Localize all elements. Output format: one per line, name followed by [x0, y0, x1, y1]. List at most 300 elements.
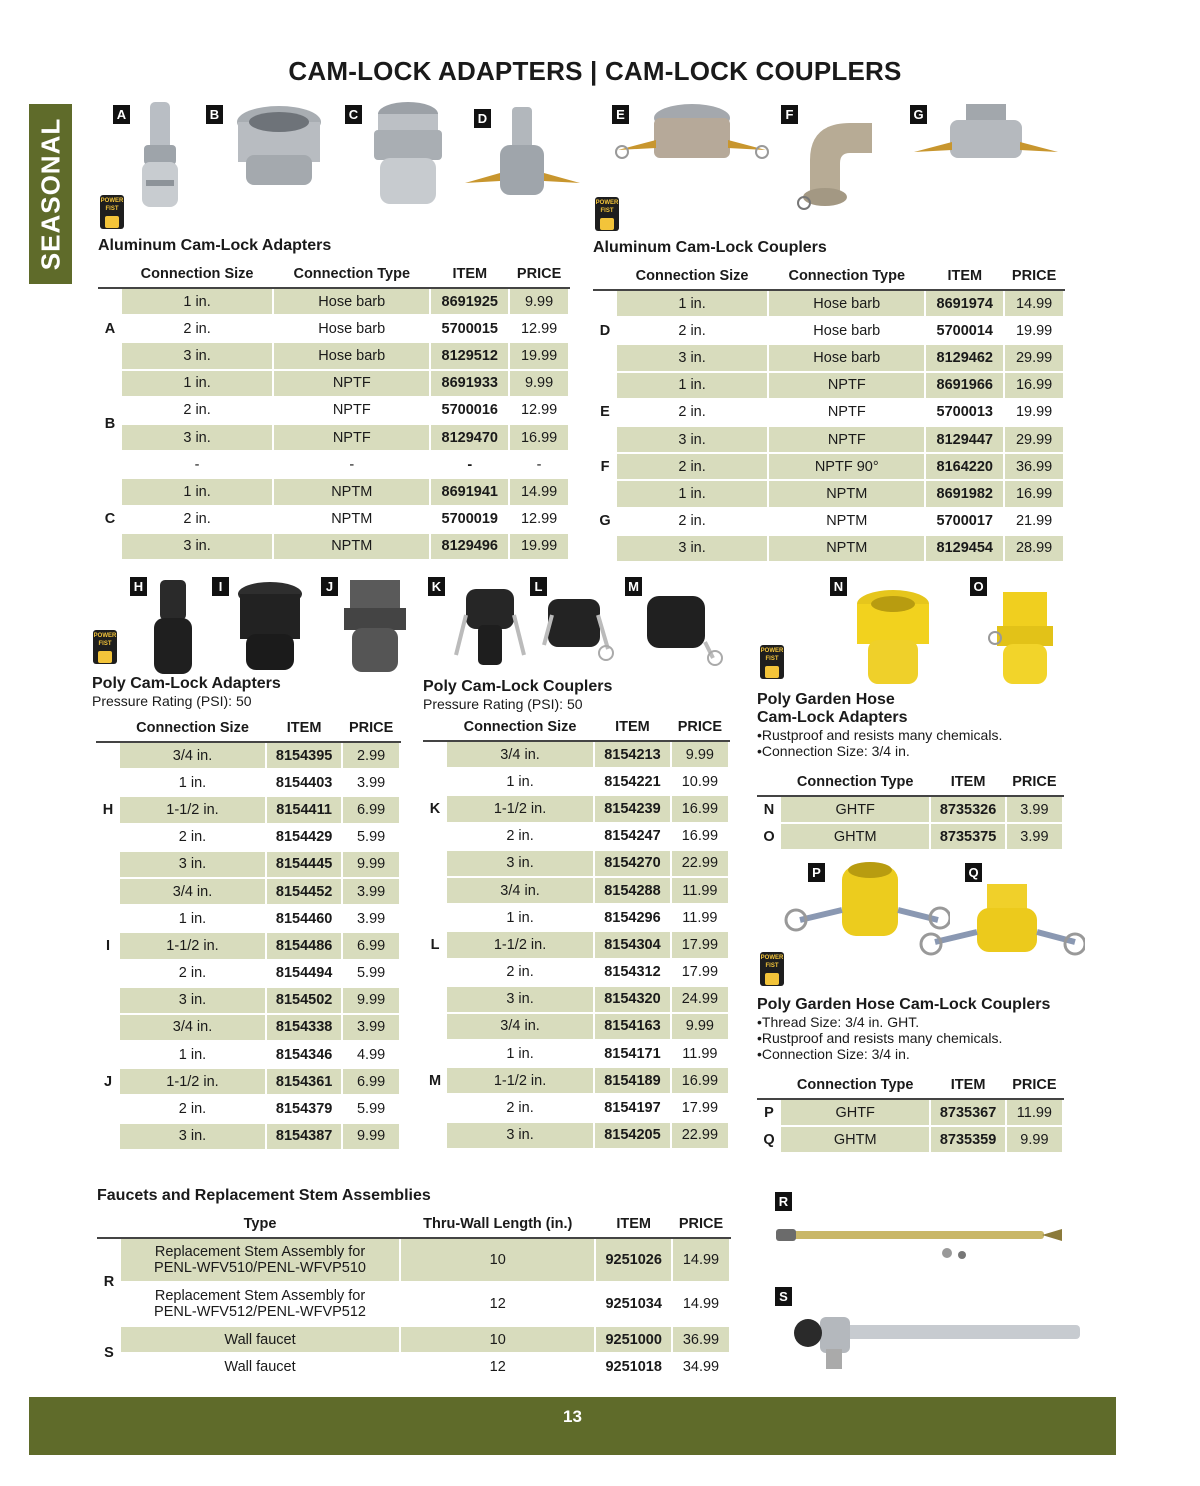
cell-price: 5.99 — [342, 824, 400, 851]
cell-type: NPTM — [273, 506, 430, 533]
cell-type — [120, 1238, 400, 1282]
image-label-r: R — [775, 1192, 792, 1211]
table-row — [594, 290, 1064, 317]
table-row — [424, 741, 729, 768]
table-row — [97, 1123, 400, 1150]
cell-size: 1 in. — [121, 288, 273, 315]
aluminum-coupler-d-image — [460, 105, 585, 205]
cell-size: 1 in. — [119, 769, 266, 796]
cell-price: 9.99 — [1006, 1126, 1063, 1153]
cell-price: 16.99 — [671, 795, 729, 822]
cell-item: 9251026 — [595, 1238, 672, 1282]
poly-adapter-j-image — [340, 578, 410, 678]
cell-size: 1 in. — [121, 478, 273, 505]
poly-coupler-m-image — [635, 592, 725, 667]
cell-item: 8129496 — [430, 533, 509, 560]
group-label: C — [99, 478, 121, 560]
table-row — [594, 399, 1064, 426]
cell-item: 8154445 — [266, 851, 342, 878]
table-row — [758, 823, 1063, 850]
table-row — [98, 1282, 730, 1326]
faucets-table — [97, 1211, 731, 1381]
type-line: PENL-WFV510/PENL-WFVP510 — [154, 1260, 366, 1276]
cell-price: 14.99 — [1004, 290, 1064, 317]
poly-adapter-h-image — [148, 578, 198, 678]
cell-price: 11.99 — [671, 877, 729, 904]
poly-adapters-table — [96, 715, 401, 1151]
cell-item: 8691933 — [430, 370, 509, 397]
type-line: Replacement Stem Assembly for — [154, 1244, 366, 1260]
cell-price: 24.99 — [671, 986, 729, 1013]
cell-len: 12 — [400, 1282, 595, 1326]
table-row — [98, 1326, 730, 1353]
section-title: Poly Garden Hose Cam-Lock Couplers — [757, 996, 1051, 1013]
table-row — [594, 535, 1064, 562]
cell-price: 3.99 — [1006, 796, 1063, 823]
table-row — [97, 878, 400, 905]
cell-size: 2 in. — [446, 959, 594, 986]
cell-item: 8129512 — [430, 342, 509, 369]
group-label: M — [424, 1013, 446, 1149]
group-label: H — [97, 742, 119, 878]
table-row — [99, 342, 569, 369]
bullet: •Rustproof and resists many chemicals. — [757, 1030, 1003, 1046]
table-row — [97, 1014, 400, 1041]
group-label: A — [99, 288, 121, 370]
group-label: K — [424, 741, 446, 877]
table-row — [99, 424, 569, 451]
cell-item: 8735359 — [930, 1126, 1005, 1153]
cell-type: Hose barb — [273, 288, 430, 315]
table-row — [99, 397, 569, 424]
cell-item: 8154312 — [594, 959, 671, 986]
cell-size: 1 in. — [446, 768, 594, 795]
type-line: Wall faucet — [224, 1331, 296, 1348]
poly-couplers-table — [423, 714, 730, 1150]
cell-type: Hose barb — [273, 315, 430, 342]
section-title: Aluminum Cam-Lock Adapters — [98, 237, 332, 254]
table-row — [99, 533, 569, 560]
image-label-a: A — [113, 105, 130, 124]
cell-item: 8154452 — [266, 878, 342, 905]
stem-assembly-r-image — [772, 1215, 1067, 1265]
cell-type: NPTM — [273, 478, 430, 505]
type-line: Wall faucet — [224, 1358, 296, 1375]
cell-item: 8154288 — [594, 877, 671, 904]
cell-item: 8129462 — [925, 344, 1004, 371]
cell-price: 11.99 — [671, 904, 729, 931]
cell-price: 22.99 — [671, 1122, 729, 1149]
table-row — [424, 1040, 729, 1067]
image-label-e: E — [612, 105, 629, 124]
cell-price: 19.99 — [509, 342, 569, 369]
aluminum-adapters-section — [98, 237, 570, 561]
cell-item: 8154502 — [266, 987, 342, 1014]
cell-size: 3/4 in. — [446, 877, 594, 904]
cell-item: - — [430, 451, 509, 478]
cell-price: - — [509, 451, 569, 478]
column-header: PRICE — [672, 1211, 730, 1238]
cell-item: 8154494 — [266, 960, 342, 987]
column-header: Connection Type — [780, 1072, 930, 1099]
section-title: Aluminum Cam-Lock Couplers — [593, 239, 827, 256]
cell-price: 16.99 — [671, 823, 729, 850]
column-header: ITEM — [595, 1211, 672, 1238]
cell-len: 12 — [400, 1353, 595, 1380]
column-header: Connection Type — [768, 263, 925, 290]
image-label-h: H — [130, 577, 147, 596]
cell-type: GHTM — [780, 823, 930, 850]
image-label-d: D — [474, 109, 491, 128]
cell-size: 2 in. — [121, 397, 273, 424]
section-title: Cam-Lock Adapters — [757, 709, 908, 726]
cell-item: 8154221 — [594, 768, 671, 795]
table-row — [97, 960, 400, 987]
page-number: 13 — [563, 1407, 582, 1426]
column-header: ITEM — [430, 261, 509, 288]
table-row — [99, 478, 569, 505]
image-label-o: O — [970, 577, 987, 596]
table-row — [594, 508, 1064, 535]
table-row — [424, 795, 729, 822]
image-label-c: C — [345, 105, 362, 124]
cell-item: 8154338 — [266, 1014, 342, 1041]
image-label-q: Q — [965, 863, 982, 882]
garden-adapters-section — [757, 691, 1064, 851]
cell-item: 8154320 — [594, 986, 671, 1013]
table-row — [424, 1094, 729, 1121]
page-footer — [29, 1397, 1116, 1455]
cell-item: 8154189 — [594, 1067, 671, 1094]
table-row — [97, 905, 400, 932]
cell-size: 2 in. — [121, 506, 273, 533]
table-row — [98, 1353, 730, 1380]
cell-size: 3 in. — [121, 342, 273, 369]
column-header: PRICE — [342, 715, 400, 742]
cell-item: 8154239 — [594, 795, 671, 822]
power-fist-logo: POWER FIST — [100, 195, 124, 229]
cell-size: 2 in. — [119, 960, 266, 987]
cell-size: 3 in. — [119, 851, 266, 878]
image-label-b: B — [206, 105, 223, 124]
aluminum-coupler-e-image — [612, 100, 772, 175]
cell-size: 1-1/2 in. — [119, 932, 266, 959]
cell-size: 1-1/2 in. — [446, 1067, 594, 1094]
column-header: ITEM — [930, 1072, 1005, 1099]
cell-item: 8164220 — [925, 453, 1004, 480]
cell-item: 8735375 — [930, 823, 1005, 850]
cell-price: 16.99 — [509, 424, 569, 451]
cell-item: 8691974 — [925, 290, 1004, 317]
cell-price: 36.99 — [672, 1326, 730, 1353]
bullet: •Connection Size: 3/4 in. — [757, 1046, 910, 1062]
cell-size: 2 in. — [446, 1094, 594, 1121]
group-label: N — [758, 796, 780, 823]
table-row — [99, 451, 569, 478]
power-fist-logo: POWER FIST — [760, 645, 784, 679]
cell-item: 8154486 — [266, 932, 342, 959]
cell-size: 1 in. — [616, 372, 768, 399]
image-label-k: K — [428, 577, 445, 596]
aluminum-coupler-g-image — [908, 100, 1063, 175]
column-header: ITEM — [930, 769, 1005, 796]
cell-type: NPTM — [768, 535, 925, 562]
table-row — [594, 317, 1064, 344]
table-row — [97, 851, 400, 878]
cell-item: 8154429 — [266, 824, 342, 851]
table-row — [97, 1068, 400, 1095]
cell-price: 36.99 — [1004, 453, 1064, 480]
cell-type — [120, 1282, 400, 1326]
cell-type: NPTF — [273, 424, 430, 451]
cell-size: 3 in. — [119, 987, 266, 1014]
power-fist-logo: POWER FIST — [595, 197, 619, 231]
cell-type: NPTF 90° — [768, 453, 925, 480]
cell-size: 1 in. — [119, 905, 266, 932]
wall-faucet-s-image — [790, 1305, 1090, 1375]
cell-type: NPTM — [768, 508, 925, 535]
cell-type: NPTF — [768, 426, 925, 453]
image-label-s: S — [775, 1287, 792, 1306]
cell-price: 29.99 — [1004, 426, 1064, 453]
cell-size: 3 in. — [121, 533, 273, 560]
cell-price: 17.99 — [671, 931, 729, 958]
group-label: F — [594, 453, 616, 480]
cell-item: 8154163 — [594, 1013, 671, 1040]
column-header: PRICE — [671, 714, 729, 741]
table-row — [424, 1067, 729, 1094]
image-label-l: L — [530, 577, 547, 596]
column-header: PRICE — [1006, 769, 1063, 796]
column-header: Type — [120, 1211, 400, 1238]
column-header: Connection Type — [780, 769, 930, 796]
column-header: PRICE — [1004, 263, 1064, 290]
cell-item: 8129454 — [925, 535, 1004, 562]
section-subtitle: Pressure Rating (PSI): 50 — [92, 693, 252, 709]
cell-price: 9.99 — [671, 741, 729, 768]
cell-price: 14.99 — [672, 1238, 730, 1282]
cell-price: 16.99 — [671, 1067, 729, 1094]
cell-price: 12.99 — [509, 315, 569, 342]
cell-price: 12.99 — [509, 397, 569, 424]
poly-coupler-l-image — [538, 595, 618, 665]
column-header: ITEM — [925, 263, 1004, 290]
cell-size: 1 in. — [616, 290, 768, 317]
cell-size: 1 in. — [446, 904, 594, 931]
section-title: Poly Cam-Lock Couplers — [423, 678, 613, 695]
column-header: Connection Size — [119, 715, 266, 742]
cell-price: 3.99 — [1006, 823, 1063, 850]
table-row — [594, 344, 1064, 371]
column-header: Connection Size — [121, 261, 273, 288]
aluminum-adapters-table — [98, 261, 570, 561]
cell-item: 8691966 — [925, 372, 1004, 399]
aluminum-adapter-c-image — [368, 100, 448, 210]
column-header: Connection Size — [446, 714, 594, 741]
cell-size: 3 in. — [121, 424, 273, 451]
cell-size: 1-1/2 in. — [119, 1068, 266, 1095]
cell-type: NPTF — [768, 399, 925, 426]
table-row — [424, 904, 729, 931]
type-line: PENL-WFV512/PENL-WFVP512 — [154, 1304, 366, 1320]
cell-size: 3 in. — [616, 535, 768, 562]
cell-item: 8154395 — [266, 742, 342, 769]
page-title: CAM-LOCK ADAPTERS | CAM-LOCK COUPLERS — [288, 56, 902, 86]
column-header: PRICE — [1006, 1072, 1063, 1099]
group-label: G — [594, 480, 616, 562]
table-row — [424, 1122, 729, 1149]
group-label: Q — [758, 1126, 780, 1153]
cell-price: 19.99 — [509, 533, 569, 560]
cell-price: 9.99 — [509, 370, 569, 397]
image-label-g: G — [910, 105, 927, 124]
table-row — [98, 1238, 730, 1282]
cell-price: 9.99 — [342, 987, 400, 1014]
cell-size: 3/4 in. — [119, 878, 266, 905]
cell-type: NPTM — [768, 480, 925, 507]
table-row — [594, 426, 1064, 453]
cell-item: 8691925 — [430, 288, 509, 315]
cell-price: 9.99 — [671, 1013, 729, 1040]
cell-type: GHTM — [780, 1126, 930, 1153]
aluminum-couplers-table — [593, 263, 1065, 563]
cell-type: Hose barb — [768, 317, 925, 344]
cell-item: 8154304 — [594, 931, 671, 958]
column-header: PRICE — [509, 261, 569, 288]
table-row — [99, 506, 569, 533]
cell-len: 10 — [400, 1238, 595, 1282]
table-row — [424, 959, 729, 986]
section-title: Faucets and Replacement Stem Assemblies — [97, 1187, 431, 1204]
poly-couplers-section — [423, 678, 730, 1150]
table-row — [594, 480, 1064, 507]
cell-price: 16.99 — [1004, 480, 1064, 507]
cell-item: 8154411 — [266, 796, 342, 823]
cell-item: 9251018 — [595, 1353, 672, 1380]
cell-size: 2 in. — [616, 508, 768, 535]
cell-item: 8154387 — [266, 1123, 342, 1150]
cell-type: NPTF — [768, 372, 925, 399]
image-label-f: F — [781, 105, 798, 124]
power-fist-logo: POWER FIST — [760, 952, 784, 986]
cell-price: 5.99 — [342, 960, 400, 987]
cell-item: 5700017 — [925, 508, 1004, 535]
cell-price: 2.99 — [342, 742, 400, 769]
group-label: B — [99, 370, 121, 479]
table-row — [424, 850, 729, 877]
cell-size: 2 in. — [121, 315, 273, 342]
cell-item: 5700013 — [925, 399, 1004, 426]
cell-price: 9.99 — [342, 851, 400, 878]
table-row — [97, 796, 400, 823]
cell-item: 8154205 — [594, 1122, 671, 1149]
table-row — [594, 453, 1064, 480]
table-row — [758, 1099, 1063, 1126]
cell-item: 8691941 — [430, 478, 509, 505]
cell-size: 1-1/2 in. — [119, 796, 266, 823]
cell-size: 2 in. — [616, 399, 768, 426]
cell-item: 8154379 — [266, 1095, 342, 1122]
aluminum-couplers-section — [593, 239, 1065, 563]
table-row — [424, 986, 729, 1013]
image-label-j: J — [321, 577, 338, 596]
table-row — [424, 768, 729, 795]
cell-size: 1-1/2 in. — [446, 795, 594, 822]
cell-len: 10 — [400, 1326, 595, 1353]
type-line: Replacement Stem Assembly for — [154, 1288, 366, 1304]
cell-price: 3.99 — [342, 905, 400, 932]
cell-size: 3 in. — [616, 344, 768, 371]
garden-couplers-section — [757, 996, 1064, 1154]
poly-coupler-k-image — [450, 585, 530, 670]
section-tab-label: SEASONAL — [35, 117, 65, 271]
column-header: Connection Size — [616, 263, 768, 290]
group-label: S — [98, 1326, 120, 1380]
cell-price: 3.99 — [342, 769, 400, 796]
cell-price: 21.99 — [1004, 508, 1064, 535]
cell-size: 3 in. — [616, 426, 768, 453]
cell-item: 8735367 — [930, 1099, 1005, 1126]
cell-size: 1 in. — [446, 1040, 594, 1067]
cell-size: 2 in. — [446, 823, 594, 850]
cell-type: Hose barb — [768, 344, 925, 371]
cell-price: 5.99 — [342, 1095, 400, 1122]
column-header: ITEM — [266, 715, 342, 742]
table-row — [99, 288, 569, 315]
cell-item: 9251000 — [595, 1326, 672, 1353]
bullet: •Thread Size: 3/4 in. GHT. — [757, 1014, 920, 1030]
table-row — [99, 315, 569, 342]
cell-item: 8154346 — [266, 1041, 342, 1068]
table-row — [97, 1041, 400, 1068]
cell-size: 1 in. — [119, 1041, 266, 1068]
poly-adapter-i-image — [232, 578, 310, 678]
column-header: Thru-Wall Length (in.) — [400, 1211, 595, 1238]
cell-size: 2 in. — [119, 1095, 266, 1122]
cell-price: 3.99 — [342, 1014, 400, 1041]
cell-type: NPTF — [273, 370, 430, 397]
table-row — [424, 931, 729, 958]
cell-price: 16.99 — [1004, 372, 1064, 399]
table-row — [424, 877, 729, 904]
cell-size: 3 in. — [446, 1122, 594, 1149]
table-row — [97, 742, 400, 769]
cell-item: 5700019 — [430, 506, 509, 533]
table-row — [594, 372, 1064, 399]
cell-size: 3 in. — [446, 850, 594, 877]
cell-item: 8154460 — [266, 905, 342, 932]
group-label: L — [424, 877, 446, 1013]
cell-size: 3/4 in. — [446, 1013, 594, 1040]
cell-item: 8691982 — [925, 480, 1004, 507]
cell-type: NPTM — [273, 533, 430, 560]
cell-item: 8129470 — [430, 424, 509, 451]
aluminum-adapter-b-image — [232, 100, 327, 195]
cell-price: 3.99 — [342, 878, 400, 905]
cell-size: 1-1/2 in. — [446, 931, 594, 958]
cell-price: 14.99 — [672, 1282, 730, 1326]
section-subtitle: Pressure Rating (PSI): 50 — [423, 696, 583, 712]
cell-item: 8154270 — [594, 850, 671, 877]
cell-size: 3/4 in. — [119, 1014, 266, 1041]
cell-type: GHTF — [780, 796, 930, 823]
cell-price: 4.99 — [342, 1041, 400, 1068]
cell-item: 5700014 — [925, 317, 1004, 344]
cell-item: 5700015 — [430, 315, 509, 342]
cell-price: 34.99 — [672, 1353, 730, 1380]
cell-price: 9.99 — [342, 1123, 400, 1150]
cell-price: 11.99 — [671, 1040, 729, 1067]
